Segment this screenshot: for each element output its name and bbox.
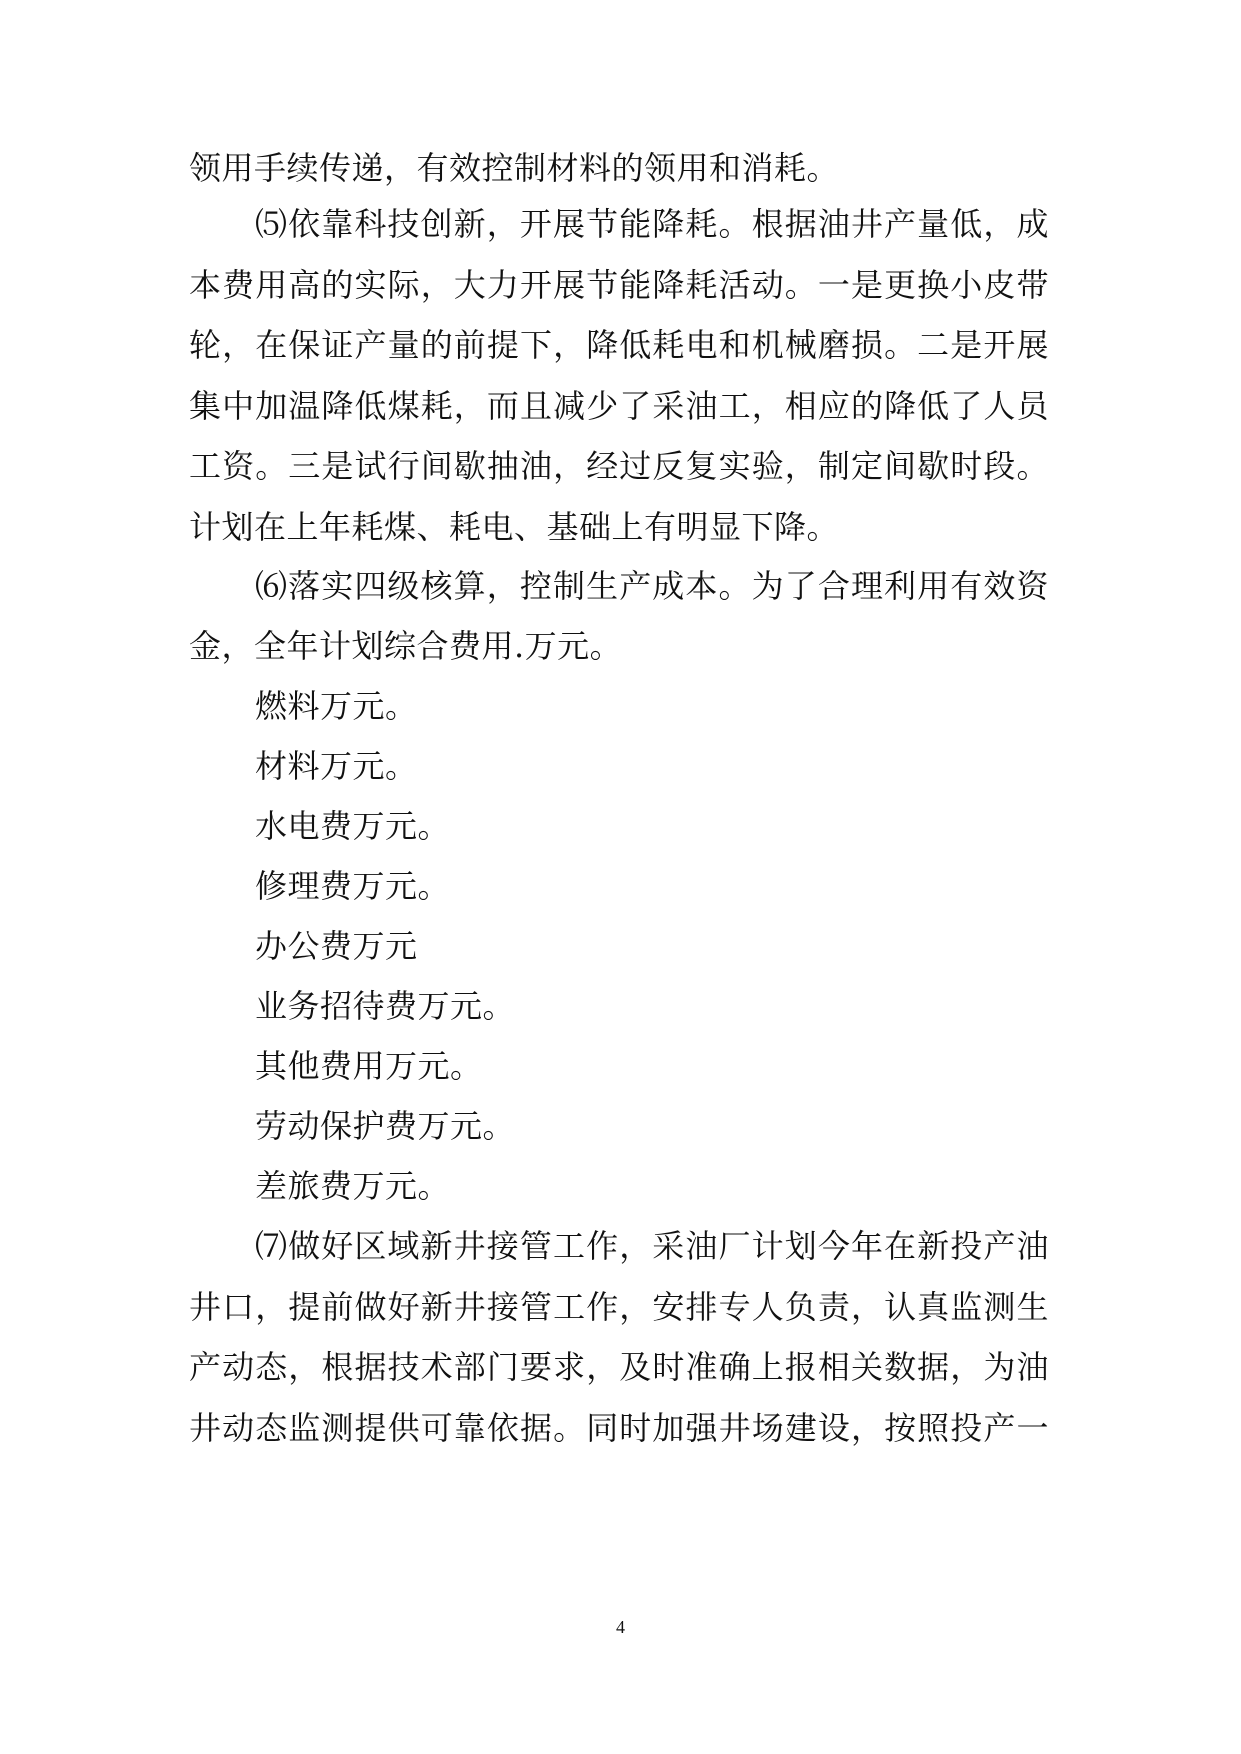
body-line: 金，全年计划综合费用.万元。	[189, 627, 623, 665]
cost-item-materials: 材料万元。	[255, 747, 418, 785]
paragraph-5-line-1: ⑸依靠科技创新，开展节能降耗。根据油井产量低，成	[255, 205, 1049, 243]
body-line: 井口，提前做好新井接管工作，安排专人负责，认真监测生	[189, 1288, 1049, 1326]
cost-item-other: 其他费用万元。	[255, 1047, 483, 1085]
body-line: 集中加温降低煤耗，而且减少了采油工，相应的降低了人员	[189, 387, 1049, 425]
body-line: 领用手续传递，有效控制材料的领用和消耗。	[189, 149, 840, 187]
cost-item-entertainment: 业务招待费万元。	[255, 987, 516, 1025]
body-line: 计划在上年耗煤、耗电、基础上有明显下降。	[189, 508, 840, 546]
cost-item-labor-protection: 劳动保护费万元。	[255, 1107, 516, 1145]
body-line: 本费用高的实际，大力开展节能降耗活动。一是更换小皮带	[189, 266, 1049, 304]
paragraph-6-line-1: ⑹落实四级核算，控制生产成本。为了合理利用有效资	[255, 567, 1049, 605]
cost-item-repair: 修理费万元。	[255, 867, 451, 905]
page-number: 4	[616, 1617, 625, 1637]
cost-item-fuel: 燃料万元。	[255, 687, 418, 725]
cost-item-travel: 差旅费万元。	[255, 1167, 451, 1205]
paragraph-7-line-1: ⑺做好区域新井接管工作，采油厂计划今年在新投产油	[255, 1227, 1049, 1265]
cost-item-utilities: 水电费万元。	[255, 807, 451, 845]
body-line: 轮，在保证产量的前提下，降低耗电和机械磨损。二是开展	[189, 326, 1049, 364]
cost-item-office: 办公费万元	[255, 927, 418, 965]
body-line: 产动态，根据技术部门要求，及时准确上报相关数据，为油	[189, 1348, 1049, 1386]
body-line: 工资。三是试行间歇抽油，经过反复实验，制定间歇时段。	[189, 447, 1049, 485]
body-line: 井动态监测提供可靠依据。同时加强井场建设，按照投产一	[189, 1409, 1049, 1447]
